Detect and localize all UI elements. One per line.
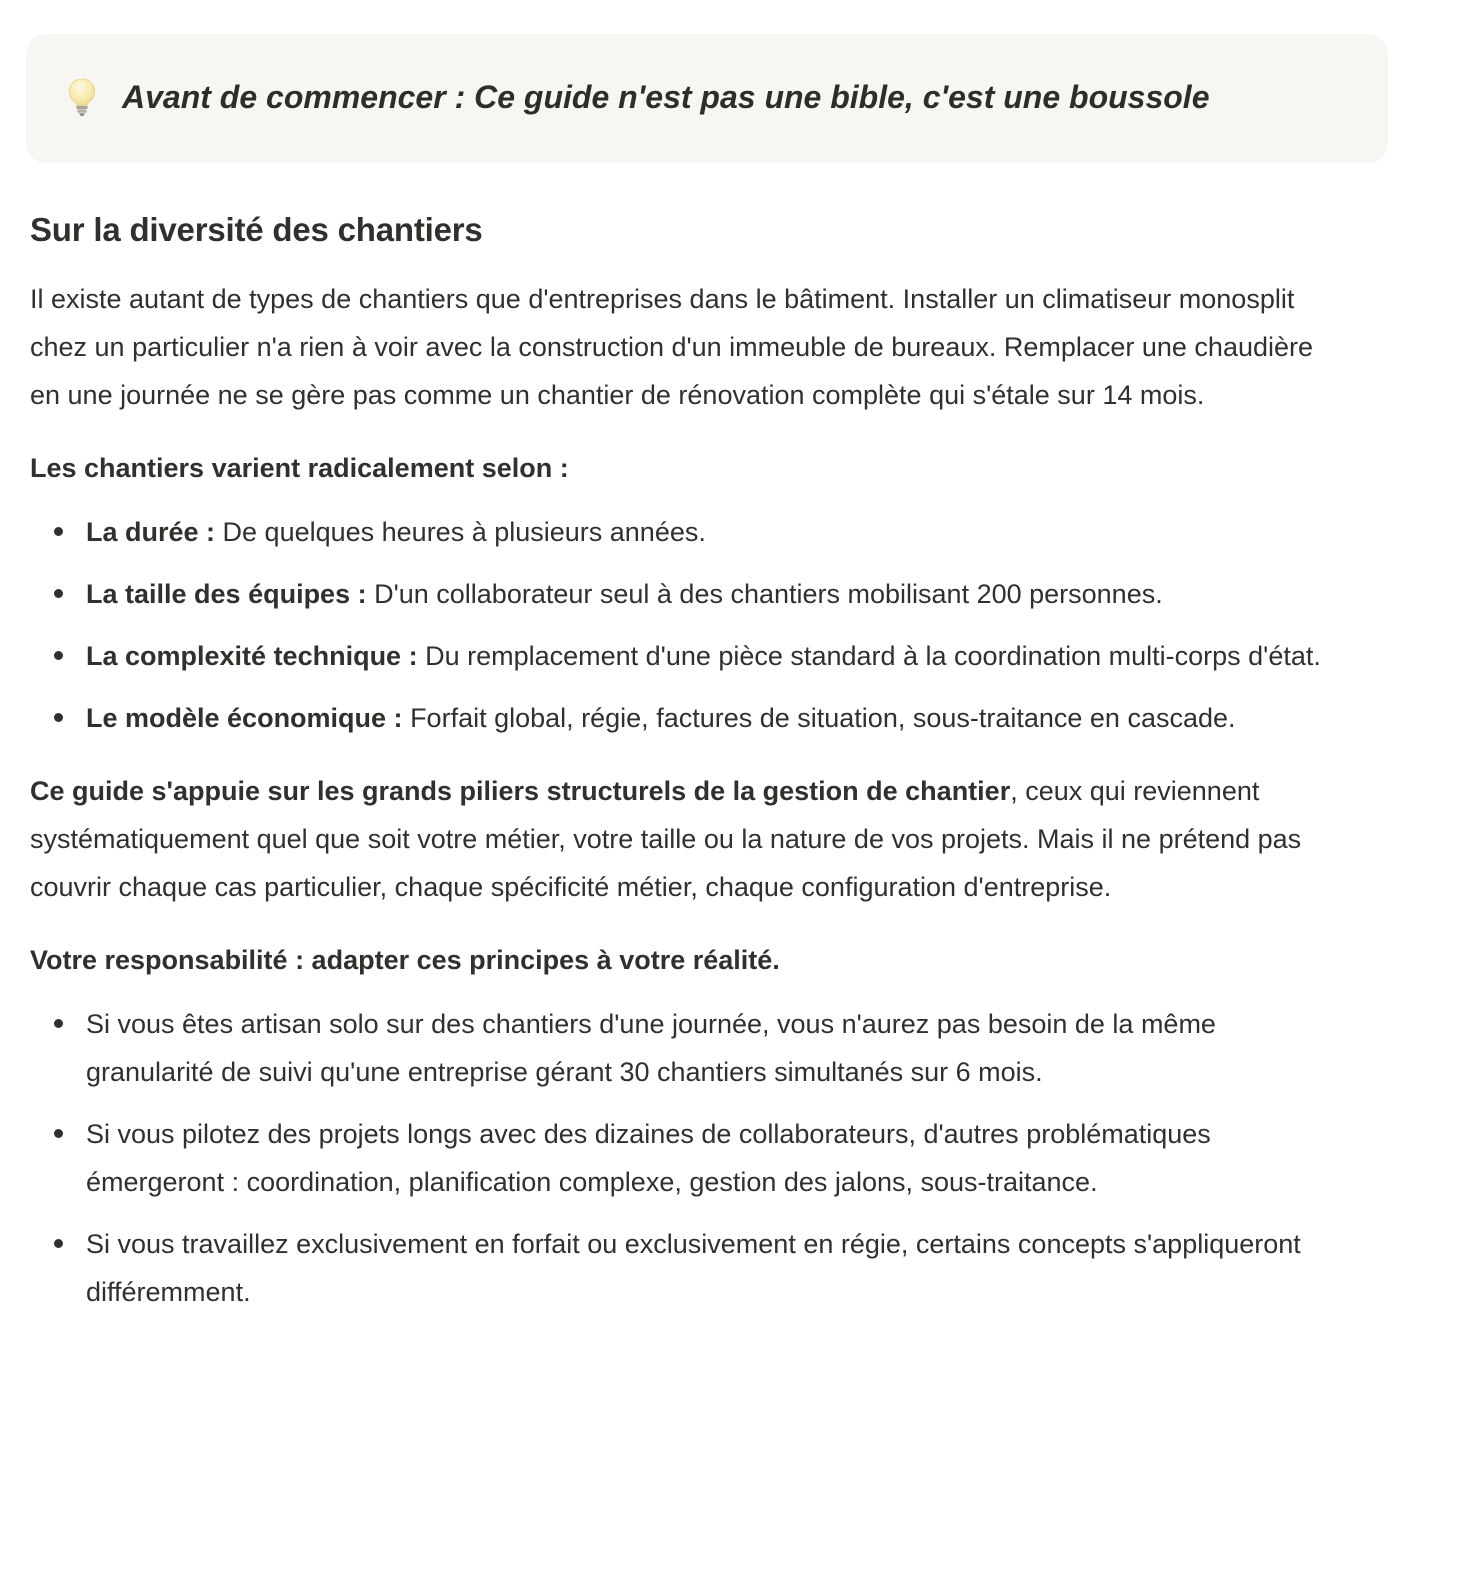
list-item: [30, 694, 1348, 742]
variations-list: [30, 508, 1348, 742]
page-content: [0, 209, 1478, 1346]
list-item-bold: La taille des équipes :: [86, 578, 367, 609]
list-item-text: Forfait global, régie, factures de situation, sous-traitance en cascade.: [402, 702, 1236, 733]
section-heading: Sur la diversité des chantiers: [30, 210, 483, 248]
lightbulb-icon: [64, 78, 100, 118]
list-item-bold: La durée :: [86, 516, 216, 547]
intro-paragraph: Il existe autant de types de chantiers que d'entreprises dans le bâtiment. Installer un climatiseur monosplit chez un particulier n'a rien à voir avec la construction d'un immeuble de bureaux. Remplacer une chaudière en une journée ne se gère pas comme un chantier de rénovation complète qui s'étale sur 14 mois.: [30, 283, 1314, 410]
list-item: [30, 570, 1348, 618]
pillars-bold: Ce guide s'appuie sur les grands piliers structurels de la gestion de chantier: [30, 775, 1011, 806]
list-item: [30, 1000, 1348, 1096]
list-item-text: D'un collaborateur seul à des chantiers mobilisant 200 personnes.: [366, 578, 1163, 609]
list-item-text: Si vous êtes artisan solo sur des chantiers d'une journée, vous n'aurez pas besoin de la même granularité de suivi qu'une entreprise gérant 30 chantiers simultanés sur 6 mois.: [86, 1008, 1216, 1087]
list-item-text: Si vous pilotez des projets longs avec des dizaines de collaborateurs, d'autres problématiques émergeront : coordination, planification complexe, gestion des jalons, sous-traitance.: [86, 1118, 1211, 1197]
list-item: [30, 508, 1348, 556]
responsibility-label: Votre responsabilité : adapter ces principes à votre réalité.: [30, 944, 780, 975]
list-item: [30, 632, 1348, 680]
list-item: [30, 1110, 1348, 1206]
list-item-bold: Le modèle économique :: [86, 702, 403, 733]
list-item-text: Si vous travaillez exclusivement en forfait ou exclusivement en régie, certains concepts s'appliqueront différemment.: [86, 1228, 1301, 1307]
callout-title: Avant de commencer : Ce guide n'est pas une bible, c'est une boussole: [122, 79, 1210, 115]
responsibility-list: [30, 1000, 1348, 1316]
list-item-text: Du remplacement d'une pièce standard à la coordination multi-corps d'état.: [417, 640, 1321, 671]
callout: [26, 34, 1388, 163]
pillars-text: , ceux qui reviennent systématiquement quel que soit votre métier, votre taille ou la nature de vos projets. Mais il ne prétend pas couvrir chaque cas particulier, chaque spécificité métier, chaque configuration d'entreprise.: [30, 775, 1302, 902]
variations-label: Les chantiers varient radicalement selon :: [30, 452, 569, 483]
list-item-text: De quelques heures à plusieurs années.: [215, 516, 706, 547]
list-item: [30, 1220, 1348, 1316]
pillars-paragraph: [30, 767, 1348, 911]
list-item-bold: La complexité technique :: [86, 640, 418, 671]
